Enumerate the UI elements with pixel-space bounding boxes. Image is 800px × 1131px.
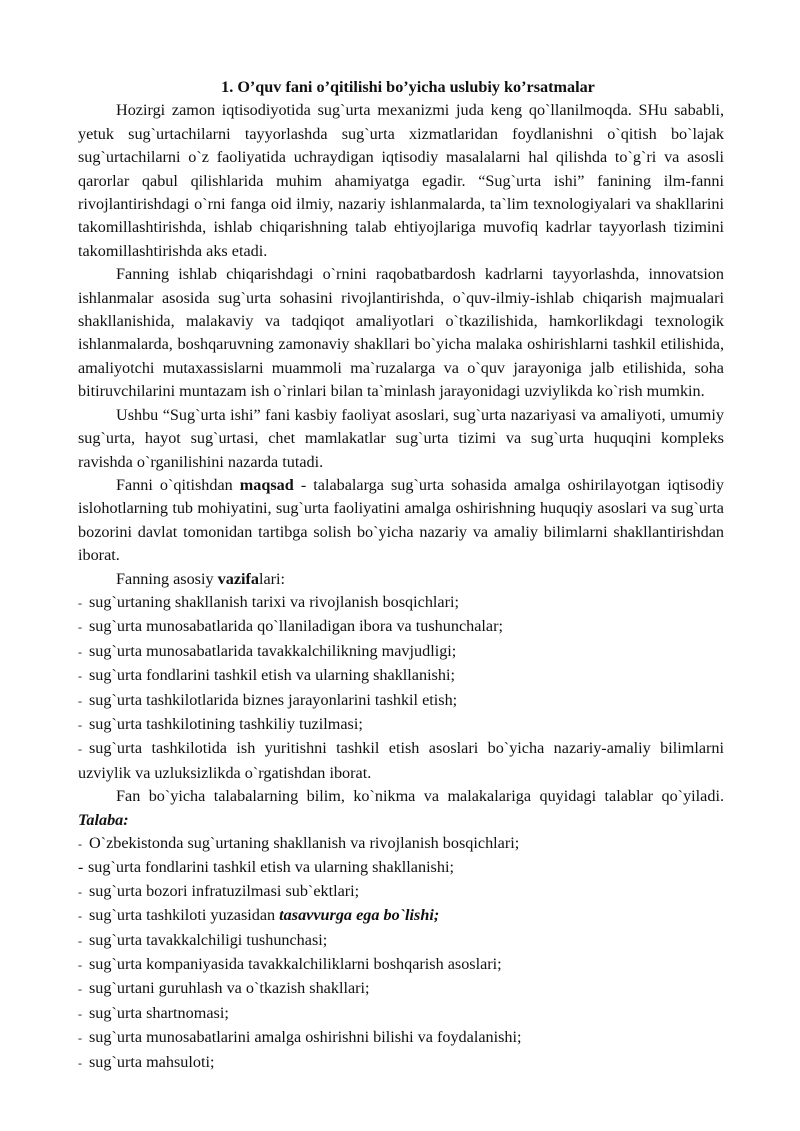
list-item-text: sug`urta fondlarini tashkil etish va ularning shakllanishi;	[88, 858, 454, 877]
list-item	[78, 664, 724, 688]
dash-marker: -	[78, 620, 82, 635]
list-item	[78, 615, 724, 639]
list-item-text: sug`urta mahsuloti;	[89, 1052, 215, 1071]
dash-marker: -	[78, 859, 84, 877]
list-item-text: sug`urta tavakkalchiligi tushunchasi;	[89, 930, 328, 949]
requirements-lead-text: Fan bo`yicha talabalarning bilim, ko`nikma va malakalariga quyidagi talablar qo`yiladi.	[116, 787, 724, 806]
list-item-text: O`zbekistonda sug`urtaning shakllanish va rivojlanish bosqichlari;	[89, 834, 520, 852]
paragraph-role: Fanning ishlab chiqarishdagi o`rnini raqobatbardosh kadrlarni tayyorlashda, innovatsion ishlanmalar asosida sug`urta sohasini rivojlantirishda, o`quv-ilmiy-ishlab chiqarish majmualari shakllanishida, malakaviy va tadqiqot amaliyotlari o`tkazilishida, hamkorlikdagi texnologik ishlanmalarda, boshqaruvning zamonaviy shakllari bo`yicha malaka oshirishlarni tashkil etilishida, amaliyotchi mutaxassislarni muammoli ma`ruzalarga va o`quv jarayoniga jalb etilishida, soha bitiruvchilarini muntazam ish o`rinlari bilan ta`minlash jarayonidagi uzviylikda ko`rish mumkin.	[78, 265, 724, 401]
requirements-keyword: Talaba:	[78, 810, 129, 829]
list-item-text: sug`urta bozori infratuzilmasi sub`ektlari;	[89, 881, 360, 900]
dash-marker: -	[78, 693, 82, 708]
requirements-list	[78, 832, 724, 1075]
list-item	[78, 904, 724, 928]
dash-marker: -	[78, 933, 82, 948]
dash-marker: -	[78, 669, 82, 684]
list-item	[78, 929, 724, 953]
list-item-text: sug`urta munosabatlarida qo`llaniladigan ibora va tushunchalar;	[89, 617, 503, 636]
tasks-lead-suffix: lari:	[258, 569, 286, 588]
list-item-text: sug`urta tashkiloti yuzasidan	[89, 906, 280, 925]
goal-keyword: maqsad	[239, 475, 294, 494]
dash-marker: -	[78, 837, 82, 851]
list-item-text: sug`urtaning shakllanish tarixi va rivojlanish bosqichlari;	[89, 592, 459, 611]
dash-marker: -	[78, 1006, 82, 1021]
page-title: 1. O’quv fani o’qitilishi bo’yicha uslubiy ko’rsatmalar	[221, 78, 595, 96]
list-item-text: sug`urta fondlarini tashkil etish va ularning shakllanishi;	[89, 666, 455, 685]
dash-marker: -	[78, 595, 82, 610]
list-item	[78, 713, 724, 737]
paragraph-scope: Ushbu “Sug`urta ishi” fani kasbiy faoliyat asoslari, sug`urta nazariyasi va amaliyoti, umumiy sug`urta, hayot sug`urtasi, chet mamlakatlar sug`urta tizimi va sug`urta huquqini kompleks ravishda o`rganilishini nazarda tutadi.	[78, 405, 724, 471]
list-item-text: sug`urta tashkilotida ish yuritishni tashkil etish asoslari bo`yicha nazariy-amaliy bilimlarni uzviylik va uzluksizlikda o`rgatishdan iborat.	[78, 739, 724, 782]
list-item-text: sug`urta shartnomasi;	[89, 1003, 229, 1022]
dash-marker: -	[78, 982, 82, 997]
goal-lead: Fanni o`qitishdan	[116, 475, 240, 494]
list-item	[78, 689, 724, 713]
dash-marker: -	[78, 884, 82, 899]
list-item	[78, 1026, 724, 1050]
list-item-text: sug`urta munosabatlarini amalga oshirishni bilishi va foydalanishi;	[89, 1028, 522, 1047]
tasks-lead-text: Fanning asosiy	[116, 569, 218, 588]
list-item-text: sug`urta kompaniyasida tavakkalchiliklarni boshqarish asoslari;	[89, 955, 502, 974]
list-item-text: sug`urta tashkilotlarida biznes jarayonlarini tashkil etish;	[89, 690, 458, 709]
paragraph-requirements-lead	[78, 785, 724, 832]
list-item-text: sug`urta tashkilotining tashkiliy tuzilmasi;	[89, 714, 363, 733]
dash-marker: -	[78, 1055, 82, 1070]
paragraph-intro: Hozirgi zamon iqtisodiyotida sug`urta mexanizmi juda keng qo`llanilmoqda. SHu sababli, yetuk sug`urtachilarni tayyorlashda sug`urta xizmatlaridan foydlanishni o`qitish bo`lajak sug`urtachilarni o`z faoliyatida uchraydigan iqtisodiy masalalarni hal qilishda to`g`ri va asosli qarorlar qabul qilishlarida muhim ahamiyatga egadir. “Sug`urta ishi” fanining ilm-fanni rivojlantirishdagi o`rni fanga oid ilmiy, nazariy ishlanmalarda, ta`lim texnologiyalari va shakllarini takomillashtirishda, ishlab chiqarishning talab ehtiyojlariga muvofiq kadrlar tayyorlash tizimini takomillashtirishda aks etadi.	[78, 101, 724, 260]
dash-marker: -	[78, 742, 82, 757]
list-item	[78, 1002, 724, 1026]
list-item	[78, 1051, 724, 1075]
goal-text: - talabalarga sug`urta sohasida amalga oshirilayotgan iqtisodiy islohotlarning tub mohiyatini, sug`urta faoliyatini amalga oshirishning huquqiy asoslari va sug`urta bozorini davlat tomonidan tartibga solish bo`yicha nazariy va amaliy bilimlarni shakllantirishdan iborat.	[78, 475, 724, 565]
list-item	[78, 737, 724, 785]
list-item	[78, 977, 724, 1001]
list-item	[78, 856, 724, 879]
list-item-text: sug`urta munosabatlarida tavakkalchilikning mavjudligi;	[89, 641, 457, 660]
tasks-list	[78, 591, 724, 785]
list-item	[78, 640, 724, 664]
list-item	[78, 953, 724, 977]
list-item-text: sug`urtani guruhlash va o`tkazish shakllari;	[89, 979, 370, 998]
dash-marker: -	[78, 958, 82, 973]
dash-marker: -	[78, 1031, 82, 1046]
list-item	[78, 880, 724, 904]
tasks-keyword: vazifa	[217, 569, 259, 588]
paragraph-tasks-lead	[78, 568, 724, 591]
list-item	[78, 591, 724, 615]
dash-marker: -	[78, 644, 82, 659]
dash-marker: -	[78, 909, 82, 924]
list-item	[78, 832, 724, 856]
dash-marker: -	[78, 717, 82, 732]
paragraph-goal	[78, 474, 724, 568]
requirements-emphasis: tasavvurga ega bo`lishi;	[279, 906, 440, 925]
